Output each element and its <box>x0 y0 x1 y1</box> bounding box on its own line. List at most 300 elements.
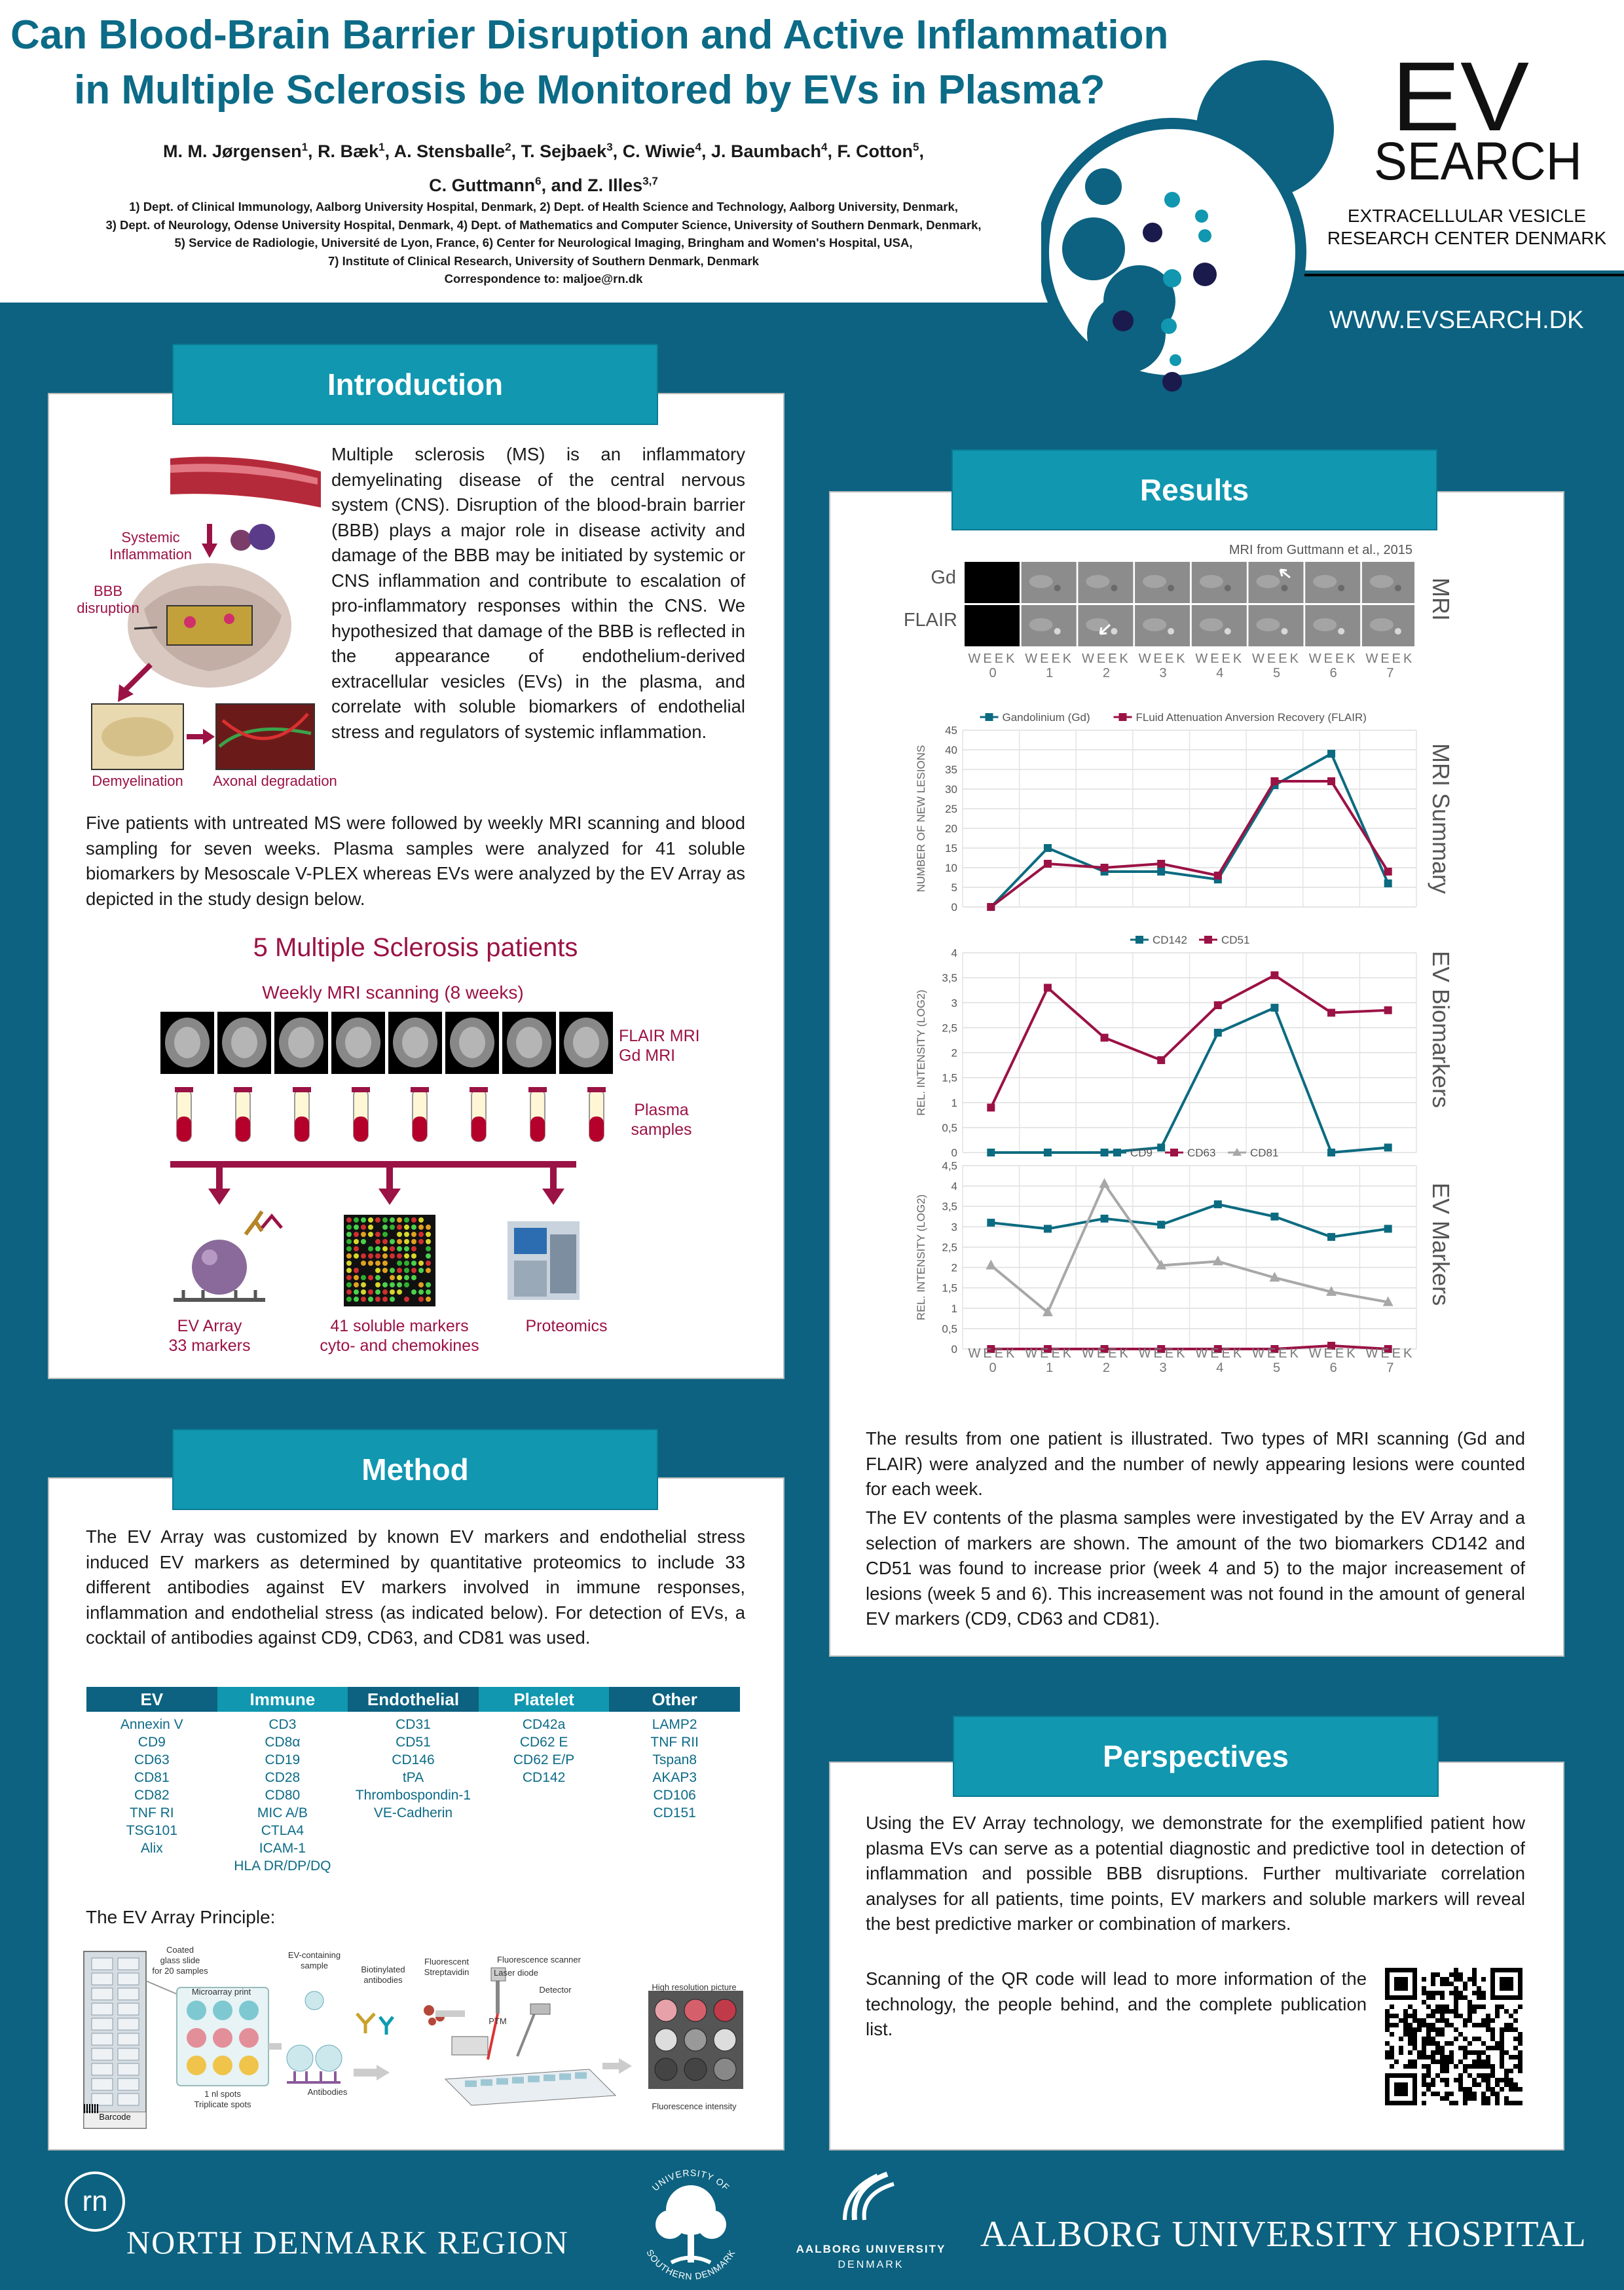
qr-module <box>1467 2087 1472 2092</box>
array-spot <box>368 1297 373 1302</box>
qr-module <box>1399 2046 1403 2050</box>
side-label-ev-biomarkers-text: EV Biomarkers <box>1428 950 1454 1109</box>
qr-module <box>1472 1982 1477 1986</box>
perspectives-heading: Perspectives <box>953 1716 1439 1797</box>
author-name: C. Guttmann <box>429 175 536 195</box>
qr-module <box>1440 2078 1445 2082</box>
y-tick-label: 4 <box>951 1180 957 1193</box>
qr-module <box>1454 2014 1458 2018</box>
y-tick-label: 0 <box>951 1147 957 1159</box>
week-label: WEEK <box>1195 652 1245 666</box>
data-point <box>987 1149 995 1156</box>
marker-item: HLA DR/DP/DQ <box>234 1858 331 1874</box>
data-point <box>1157 1143 1165 1151</box>
qr-module <box>1385 2027 1390 2032</box>
plasma-tube-cap <box>175 1087 193 1092</box>
array-spot <box>375 1275 380 1280</box>
week-axis-bottom <box>963 1344 1414 1377</box>
table-header-ev: EV <box>86 1687 217 1712</box>
legend-marker <box>1170 1149 1178 1156</box>
author-name: T. Sejbaek <box>521 141 607 161</box>
qr-module <box>1412 2046 1417 2050</box>
qr-module <box>1454 2037 1458 2041</box>
week-label: WEEK <box>1025 1346 1075 1361</box>
author-name: C. Wiwie <box>622 141 695 161</box>
author-affil-number: 5 <box>912 141 919 153</box>
authors <box>26 132 1061 200</box>
pfig-fluor: Fluorescent Streptavidin <box>424 1957 470 1977</box>
marker-item: CD31 <box>396 1717 431 1732</box>
data-point <box>1044 860 1052 868</box>
data-point <box>1101 1215 1109 1223</box>
author-affil-number: 4 <box>695 141 701 153</box>
qr-module <box>1403 2064 1408 2069</box>
side-label-mri-text: MRI <box>1428 578 1454 621</box>
array-spot <box>368 1217 373 1223</box>
mri-tile-texture <box>1029 618 1053 631</box>
qr-module <box>1385 2009 1390 2014</box>
slide-well <box>118 2048 139 2060</box>
qr-module <box>1477 2082 1481 2087</box>
qr-module <box>1445 1977 1449 1982</box>
array-spot <box>411 1253 416 1259</box>
qr-module <box>1385 2050 1390 2055</box>
array-spot <box>346 1268 352 1273</box>
qr-module <box>1463 2055 1467 2059</box>
qr-module <box>1486 2073 1490 2078</box>
week-number: 0 <box>989 666 997 680</box>
array-spot <box>375 1225 380 1230</box>
qr-module <box>1435 2059 1440 2064</box>
qr-module <box>1513 2082 1518 2087</box>
qr-module <box>1454 1977 1458 1982</box>
qr-module <box>1412 2009 1417 2014</box>
qr-module <box>1408 2023 1412 2027</box>
data-point <box>987 903 995 911</box>
logo-search: SEARCH <box>1374 132 1582 191</box>
qr-module <box>1477 2023 1481 2027</box>
qr-module <box>1449 1972 1454 1977</box>
array-spot <box>361 1297 366 1302</box>
marker-item: CD62 E/P <box>513 1752 575 1767</box>
array-spot <box>404 1253 409 1259</box>
table-header-platelet: Platelet <box>479 1687 610 1712</box>
slide-well <box>92 1988 113 2000</box>
week-label: WEEK <box>1308 652 1358 666</box>
qr-module <box>1472 2064 1477 2069</box>
mri-tile-lesion <box>1395 585 1401 591</box>
array-spot <box>354 1232 359 1237</box>
qr-module <box>1454 1986 1458 1991</box>
qr-module <box>1486 2096 1490 2101</box>
print-spot <box>187 2028 206 2048</box>
array-spot <box>368 1268 373 1273</box>
week-label: WEEK <box>1081 1346 1131 1361</box>
data-point <box>1044 984 1052 991</box>
array-spot <box>346 1217 352 1223</box>
qr-module <box>1445 2069 1449 2073</box>
array-spot <box>361 1275 366 1280</box>
qr-module <box>1431 1982 1435 1986</box>
array-spot <box>397 1217 402 1223</box>
week-label: WEEK <box>1025 652 1075 666</box>
qr-module <box>1431 2023 1435 2027</box>
array-spot <box>404 1232 409 1237</box>
array-spot <box>382 1289 388 1295</box>
qr-module <box>1422 2050 1426 2055</box>
array-spot <box>390 1275 395 1280</box>
qr-module <box>1486 2023 1490 2027</box>
week-number: 5 <box>1272 666 1281 680</box>
qr-module <box>1440 2027 1445 2032</box>
qr-module <box>1440 1995 1445 2000</box>
qr-module <box>1467 2096 1472 2101</box>
qr-module <box>1426 2027 1431 2032</box>
qr-module <box>1422 2101 1426 2105</box>
brain-scan-core <box>345 1027 371 1058</box>
qr-module <box>1449 2050 1454 2055</box>
mri-tile-lesion <box>1168 585 1174 591</box>
qr-module <box>1408 2032 1412 2037</box>
mri-tile-texture <box>1200 618 1223 631</box>
array-spot <box>361 1268 366 1273</box>
data-point <box>1044 1149 1052 1156</box>
slide-well <box>92 2094 113 2105</box>
qr-module <box>1495 2082 1500 2087</box>
qr-module <box>1426 2037 1431 2041</box>
print-spot <box>213 2028 232 2048</box>
qr-module <box>1481 1991 1486 1995</box>
author-separator: , <box>384 141 394 161</box>
qr-module <box>1422 2023 1426 2027</box>
qr-module <box>1513 2027 1518 2032</box>
qr-module <box>1463 2069 1467 2073</box>
array-spot <box>418 1282 424 1287</box>
qr-module <box>1500 2004 1504 2009</box>
qr-module <box>1518 2041 1522 2046</box>
method-text: The EV Array was customized by known EV markers and endothelial stress induced EV markers as determined by quantitative proteomics to include 33 different antibodies against EV markers involved in immune responses, inflammation and endothelial stress (as indicated below). For detection of EVs, a cocktail of antibodies against CD9, CD63, and CD81 was used. <box>86 1526 745 1648</box>
qr-module <box>1435 2018 1440 2023</box>
array-spot <box>354 1225 359 1230</box>
qr-module <box>1440 2050 1445 2055</box>
array-spot <box>382 1268 388 1273</box>
qr-module <box>1403 2009 1408 2014</box>
slide-well <box>92 2078 113 2090</box>
marker-item: CD106 <box>653 1788 696 1803</box>
qr-module <box>1481 2004 1486 2009</box>
qr-module <box>1490 2018 1495 2023</box>
array-spot <box>397 1282 402 1287</box>
scan-slide-well <box>465 2080 477 2087</box>
qr-module <box>1403 2027 1408 2032</box>
week-number: 2 <box>1102 666 1110 680</box>
array-spot <box>354 1268 359 1273</box>
qr-module <box>1481 2073 1486 2078</box>
pfig-intensity: Fluorescence intensity <box>652 2101 737 2111</box>
table-column-other <box>609 1716 740 1875</box>
qr-module <box>1486 2087 1490 2092</box>
qr-module <box>1454 2000 1458 2004</box>
array-spot <box>368 1232 373 1237</box>
week-label: WEEK <box>1138 652 1188 666</box>
array-spot <box>382 1239 388 1244</box>
chart-1 <box>915 711 1416 914</box>
array-spot <box>404 1261 409 1266</box>
qr-module <box>1463 2087 1467 2092</box>
label-demyelination: Demyelination <box>92 773 183 789</box>
hires-spot <box>714 1999 736 2022</box>
y-tick-label: 30 <box>945 783 957 796</box>
mri-tile-lesion <box>1225 585 1231 591</box>
marker-item: TNF RI <box>129 1805 174 1820</box>
array-spot <box>411 1261 416 1266</box>
data-point <box>1384 1143 1392 1151</box>
array-spot <box>426 1217 431 1223</box>
array-spot <box>404 1275 409 1280</box>
qr-module <box>1504 2069 1509 2073</box>
mri-tile-lesion <box>1338 585 1344 591</box>
qr-module <box>1467 2004 1472 2009</box>
author-separator: , <box>612 141 623 161</box>
array-spot <box>368 1225 373 1230</box>
qr-module <box>1500 2027 1504 2032</box>
qr-module <box>1486 2064 1490 2069</box>
mri-tile-texture <box>1257 575 1280 588</box>
qr-module <box>1422 2064 1426 2069</box>
array-spot <box>354 1239 359 1244</box>
author-name: J. Baumbach <box>710 141 822 161</box>
week-number: 3 <box>1159 1361 1167 1375</box>
y-tick-label: 10 <box>945 862 957 874</box>
logo-url[interactable]: WWW.EVSEARCH.DK <box>1329 306 1584 334</box>
qr-module <box>1518 2059 1522 2064</box>
qr-module <box>1500 2078 1504 2082</box>
qr-module <box>1431 2082 1435 2087</box>
week-label: WEEK <box>968 1346 1018 1361</box>
marker-item: CD146 <box>392 1752 435 1767</box>
author-separator: , <box>541 175 551 195</box>
data-point <box>1157 1221 1165 1228</box>
array-spot <box>397 1239 402 1244</box>
array-spot <box>361 1217 366 1223</box>
scan-slide-well <box>559 2073 571 2080</box>
qr-module <box>1445 2059 1449 2064</box>
qr-module <box>1481 2023 1486 2027</box>
qr-module <box>1412 2059 1417 2064</box>
qr-module <box>1500 2050 1504 2055</box>
qr-module <box>1399 2050 1403 2055</box>
array-spot <box>390 1217 395 1223</box>
qr-module <box>1463 2018 1467 2023</box>
qr-module <box>1412 2018 1417 2023</box>
array-spot <box>390 1289 395 1295</box>
qr-module <box>1518 2032 1522 2037</box>
hires-spot <box>684 2058 707 2080</box>
qr-module <box>1394 2023 1399 2027</box>
array-spot <box>361 1261 366 1266</box>
data-point <box>1270 777 1278 785</box>
author-affil-number: 1 <box>301 141 308 153</box>
scan-slide-well <box>544 2075 555 2081</box>
chart-2 <box>915 934 1416 1159</box>
print-spot <box>213 2001 232 2020</box>
array-spot <box>404 1268 409 1273</box>
data-point <box>1157 1056 1165 1064</box>
author-separator: , <box>511 141 521 161</box>
qr-module <box>1426 2032 1431 2037</box>
qr-module <box>1458 1972 1463 1977</box>
qr-module <box>1445 1982 1449 1986</box>
principle-title: The EV Array Principle: <box>86 1907 276 1927</box>
qr-module <box>1431 2055 1435 2059</box>
author-separator: , <box>827 141 838 161</box>
array-spot <box>418 1268 424 1273</box>
qr-module <box>1490 2027 1495 2032</box>
array-spot <box>397 1275 402 1280</box>
array-spot <box>368 1239 373 1244</box>
data-point <box>1327 750 1335 758</box>
qr-module <box>1417 2018 1422 2023</box>
qr-finder-center <box>1394 2082 1408 2096</box>
week-number: 4 <box>1216 1361 1224 1375</box>
array-spot <box>426 1246 431 1251</box>
mri-tile-lesion <box>1168 628 1174 635</box>
marker-item: tPA <box>402 1770 424 1785</box>
marker-item: VE-Cadherin <box>373 1805 453 1820</box>
y-tick-label: 1 <box>951 1096 957 1109</box>
week-label: WEEK <box>1252 1346 1301 1361</box>
qr-module <box>1509 2027 1513 2032</box>
y-axis-label: REL. INTENSITY (LOG2) <box>915 1194 927 1321</box>
qr-module <box>1486 2059 1490 2064</box>
footer-aau-name: AALBORG UNIVERSITY <box>796 2243 946 2255</box>
qr-module <box>1509 2101 1513 2105</box>
array-spot <box>368 1275 373 1280</box>
qr-module <box>1472 2050 1477 2055</box>
qr-module <box>1500 2059 1504 2064</box>
qr-module <box>1454 2064 1458 2069</box>
week-number: 6 <box>1329 666 1337 680</box>
array-spot <box>404 1297 409 1302</box>
qr-module <box>1431 2014 1435 2018</box>
qr-finder-center <box>1500 1977 1513 1991</box>
qr-module <box>1431 2050 1435 2055</box>
qr-module <box>1458 1977 1463 1982</box>
marker-item: AKAP3 <box>652 1770 697 1785</box>
hires-spot <box>655 1999 677 2022</box>
author-affil-number: 2 <box>505 141 511 153</box>
plasma-tube-cap <box>293 1087 311 1092</box>
mri-tile-texture <box>1313 618 1337 631</box>
array-spot <box>411 1225 416 1230</box>
print-spot <box>239 2028 259 2048</box>
qr-module <box>1440 2032 1445 2037</box>
array-spot <box>368 1289 373 1295</box>
week-label: WEEK <box>1365 1346 1414 1361</box>
array-spot <box>346 1253 352 1259</box>
pfig-evsample: EV-containing sample <box>287 1950 341 1970</box>
mri-tile-lesion <box>1395 628 1401 635</box>
mri-tile-lesion <box>1054 628 1061 635</box>
array-spot <box>411 1239 416 1244</box>
author-separator: , <box>308 141 318 161</box>
qr-module <box>1412 2037 1417 2041</box>
qr-code[interactable] <box>1385 1968 1522 2105</box>
array-spot <box>346 1246 352 1251</box>
array-spot <box>382 1275 388 1280</box>
qr-module <box>1509 2069 1513 2073</box>
qr-module <box>1417 2027 1422 2032</box>
qr-module <box>1490 2032 1495 2037</box>
array-spot <box>411 1232 416 1237</box>
qr-module <box>1431 1995 1435 2000</box>
qr-module <box>1449 1991 1454 1995</box>
author-affil-number: 6 <box>535 175 542 187</box>
qr-module <box>1504 2009 1509 2014</box>
qr-module <box>1463 2046 1467 2050</box>
qr-module <box>1477 1991 1481 1995</box>
qr-module <box>1518 2037 1522 2041</box>
qr-module <box>1435 2032 1440 2037</box>
mri-tile <box>965 562 1020 603</box>
legend-label: CD81 <box>1250 1147 1279 1159</box>
array-spot <box>411 1282 416 1287</box>
author-name: R. Bæk <box>318 141 379 161</box>
week-number: 3 <box>1159 666 1167 680</box>
print-spot <box>239 2056 259 2075</box>
design-title: 5 Multiple Sclerosis patients <box>253 933 578 962</box>
qr-module <box>1509 2023 1513 2027</box>
slide-well <box>92 2018 113 2030</box>
qr-module <box>1454 2004 1458 2009</box>
legend-label: FLuid Attenuation Anversion Recovery (FLAIR) <box>1135 711 1367 724</box>
array-spot <box>375 1282 380 1287</box>
marker-item: CD8α <box>265 1735 301 1750</box>
qr-module <box>1422 2092 1426 2096</box>
qr-module <box>1449 2023 1454 2027</box>
data-point <box>1384 879 1392 887</box>
qr-module <box>1440 2004 1445 2009</box>
array-spot <box>411 1246 416 1251</box>
hires-spot <box>655 2029 677 2051</box>
data-point <box>1327 1009 1335 1017</box>
slide-well <box>92 2003 113 2015</box>
qr-module <box>1394 2059 1399 2064</box>
qr-module <box>1394 2014 1399 2018</box>
qr-module <box>1467 2073 1472 2078</box>
data-point <box>1384 1225 1392 1232</box>
brain-scan-core <box>288 1027 314 1058</box>
qr-module <box>1435 2046 1440 2050</box>
qr-module <box>1422 2073 1426 2078</box>
array-spot <box>375 1297 380 1302</box>
qr-module <box>1495 2046 1500 2050</box>
array-spot <box>346 1289 352 1295</box>
qr-module <box>1504 2027 1509 2032</box>
qr-module <box>1481 1977 1486 1982</box>
qr-module <box>1518 2101 1522 2105</box>
array-spot <box>426 1253 431 1259</box>
brain-scan-core <box>459 1027 485 1058</box>
qr-module <box>1454 2078 1458 2082</box>
y-tick-label: 35 <box>945 764 957 776</box>
qr-module <box>1513 2018 1518 2023</box>
table-header-immune: Immune <box>217 1687 348 1712</box>
qr-module <box>1477 2064 1481 2069</box>
label-plasma-samples: Plasma samples <box>631 1101 692 1139</box>
week-label: WEEK <box>1365 652 1414 666</box>
qr-module <box>1490 2073 1495 2078</box>
